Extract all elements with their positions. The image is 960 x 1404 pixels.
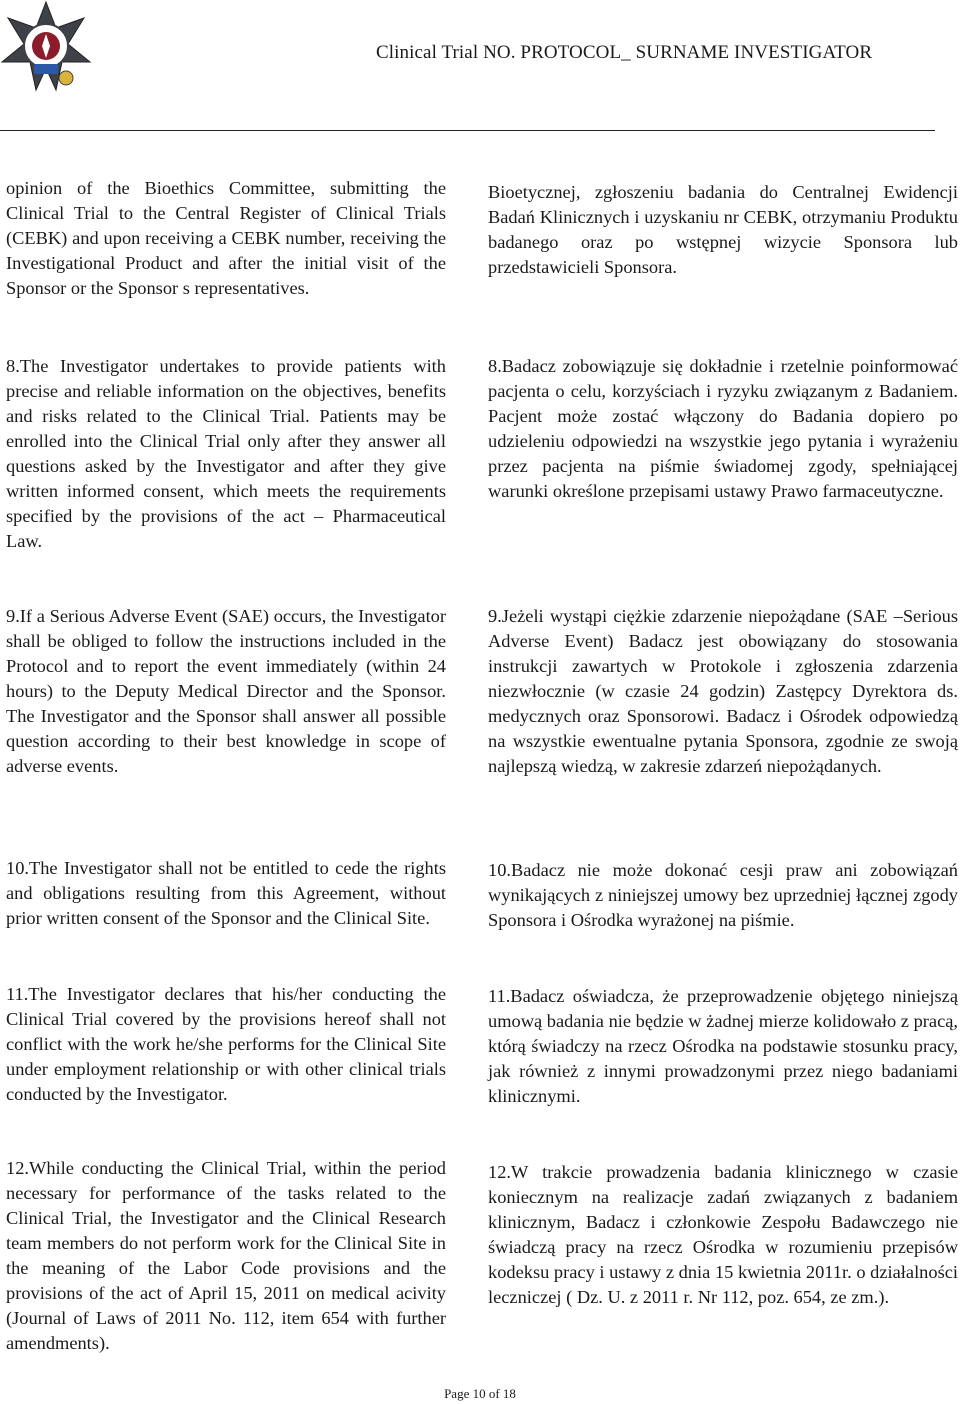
en-paragraph-8: 8.The Investigator undertakes to provide patients with precise and reliable information on the objectives, benefits and risks related to the Clinical Trial. Patients may be enrolled into the Clinical Trial only after they answer all questions asked by the Investigator and after they give written informed consent, which meets the requirements specified by the provisions of the act – Pharmaceutical Law. [6,356,446,551]
pl-paragraph-9: 9.Jeżeli wystąpi ciężkie zdarzenie niepożądane (SAE –Serious Adverse Event) Badacz jest obowiązany do stosowania instrukcji zawartych w Protokole i zgłoszenia zdarzenia niezwłocznie (w czasie 24 godzin) Zastępcy Dyrektora ds. medycznych oraz Sponsorowi. Badacz i Ośrodek odpowiedzą na wszystkie ewentualne pytania Sponsora, zgodnie ze swoją najlepszą wiedzą, w zakresie zdarzeń niepożądanych. [488,606,958,776]
en-paragraph-10: 10.The Investigator shall not be entitled to cede the rights and obligations resulting from this Agreement, without prior written consent of the Sponsor and the Clinical Site. [6,858,446,928]
pl-paragraph-11: 11.Badacz oświadcza, że przeprowadzenie objętego niniejszą umową badania nie będzie w żadnej mierze kolidowało z pracą, którą świadczy na rzecz Ośrodka na podstawie stosunku pracy, jak również z innymi prowadzonymi przez niego badaniami klinicznymi. [488,986,958,1106]
document-header-title: Clinical Trial NO. PROTOCOL_ SURNAME INVESTIGATOR [376,42,873,63]
hospital-logo [0,0,92,96]
en-paragraph-11: 11.The Investigator declares that his/her conducting the Clinical Trial covered by the provisions hereof shall not conflict with the work he/she performs for the Clinical Site under employment relationship or with other clinical trials conducted by the Investigator. [6,984,446,1104]
en-paragraph-9: 9.If a Serious Adverse Event (SAE) occurs, the Investigator shall be obliged to follow the instructions included in the Protocol and to report the event immediately (within 24 hours) to the Deputy Medical Director and the Sponsor. The Investigator and the Sponsor shall answer all possible question according to their best knowledge in scope of adverse events. [6,606,446,776]
en-intro-paragraph: opinion of the Bioethics Committee, submitting the Clinical Trial to the Central Register of Clinical Trials (CEBK) and upon receiving a CEBK number, receiving the Investigational Product and after the initial visit of the Sponsor or the Sponsor s representatives. [6,178,446,298]
pl-paragraph-8: 8.Badacz zobowiązuje się dokładnie i rzetelnie poinformować pacjenta o celu, korzyściach i ryzyku związanym z Badaniem. Pacjent może zostać włączony do Badania dopiero po udzieleniu odpowiedzi na wszystkie jego pytania i wyrażeniu przez pacjenta na piśmie świadomej zgody, spełniającej warunki określone przepisami ustawy Prawo farmaceutyczne. [488,356,958,501]
en-paragraph-12: 12.While conducting the Clinical Trial, within the period necessary for performance of the tasks related to the Clinical Trial, the Investigator and the Clinical Research team members do not perform work for the Clinical Site in the meaning of the Labor Code provisions and the provisions of the act of April 15, 2011 on medical acivity (Journal of Laws of 2011 No. 112, item 654 with further amendments). [6,1158,446,1353]
pl-paragraph-12: 12.W trakcie prowadzenia badania klinicznego w czasie koniecznym na realizacje zadań związanych z badaniem klinicznym, Badacz i członkowie Zespołu Badawczego nie świadczą pracy na rzecz Ośrodka w rozumieniu przepisów kodeksu pracy i ustawy z dnia 15 kwietnia 2011r. o działalności leczniczej ( Dz. U. z 2011 r. Nr 112, poz. 654, ze zm.). [488,1162,958,1307]
header-divider [0,130,935,131]
pl-paragraph-10: 10.Badacz nie może dokonać cesji praw ani zobowiązań wynikających z niniejszej umowy bez uprzedniej łącznej zgody Sponsora i Ośrodka wyrażonej na piśmie. [488,860,958,930]
page-number: Page 10 of 18 [444,1386,516,1401]
pl-intro-paragraph: Bioetycznej, zgłoszeniu badania do Centralnej Ewidencji Badań Klinicznych i uzyskaniu nr CEBK, otrzymaniu Produktu badanego oraz po wstępnej wizycie Sponsora lub przedstawicieli Sponsora. [488,182,958,277]
